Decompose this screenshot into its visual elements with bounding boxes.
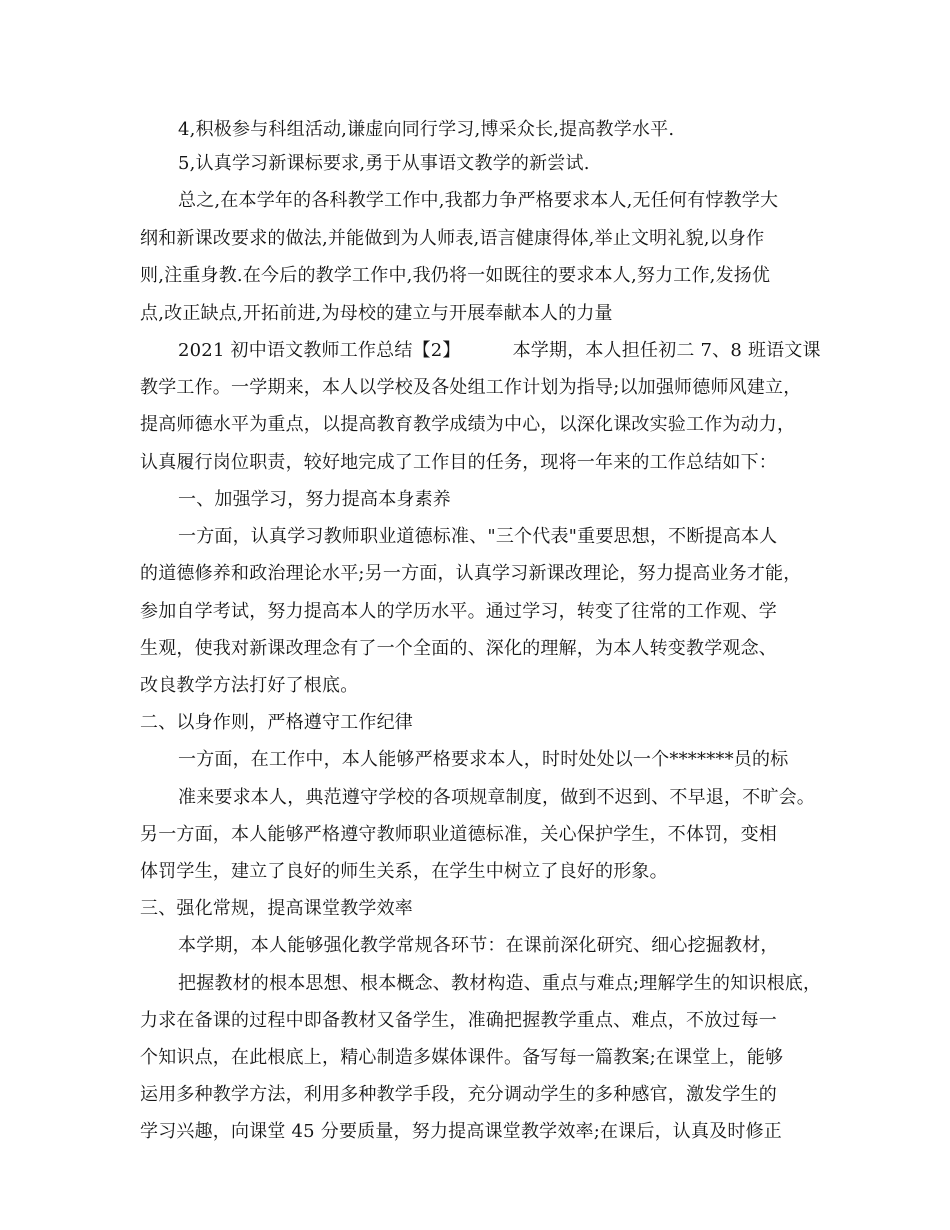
text-line-8: 教学工作。一学期来，本人以学校及各处组工作计划为指导;以加强师德师风建立， bbox=[140, 377, 802, 398]
text-line-25: 力求在备课的过程中即备教材又备学生，准确把握教学重点、难点，不放过每一 bbox=[140, 1010, 777, 1031]
text-line-20: 另一方面，本人能够严格遵守教师职业道德标准，关心保护学生，不体罚，变相 bbox=[140, 824, 777, 845]
section-title-2: 2021 初中语文教师工作总结【2】 bbox=[178, 340, 461, 361]
text-line-4: 纲和新课改要求的做法,并能做到为人师表,语言健康得体,举止文明礼貌,以身作 bbox=[140, 228, 765, 249]
text-line-10: 认真履行岗位职责，较好地完成了工作目的任务，现将一年来的工作总结如下： bbox=[140, 452, 777, 473]
section-heading-line bbox=[0, 339, 950, 363]
text-line-3: 总之,在本学年的各科教学工作中,我都力争严格要求本人,无任何有悖教学大 bbox=[178, 190, 779, 211]
text-line-5: 则,注重身教.在今后的教学工作中,我仍将一如既往的要求本人,努力工作,发扬优 bbox=[140, 265, 771, 286]
text-line-14: 参加自学考试，努力提高本人的学历水平。通过学习，转变了往常的工作观、学 bbox=[140, 601, 777, 622]
section-intro-text: 本学期，本人担任初二 7、8 班语文课 bbox=[512, 340, 821, 361]
text-line-24: 把握教材的根本思想、根本概念、教材构造、重点与难点;理解学生的知识根底， bbox=[178, 973, 822, 994]
text-line-15: 生观，使我对新课改理念有了一个全面的、深化的理解，为本人转变教学观念、 bbox=[140, 638, 777, 659]
text-line-16: 改良教学方法打好了根底。 bbox=[140, 675, 359, 696]
text-line-27: 运用多种教学方法，利用多种教学手段，充分调动学生的多种感官，激发学生的 bbox=[140, 1084, 777, 1105]
subheading-2: 二、以身作则，严格遵守工作纪律 bbox=[140, 712, 413, 733]
text-line-23: 本学期，本人能够强化教学常规各环节：在课前深化研究、细心挖掘教材， bbox=[178, 935, 779, 956]
subheading-1: 一、加强学习，努力提高本身素养 bbox=[178, 489, 451, 510]
text-line-6: 点,改正缺点,开拓前进,为母校的建立与开展奉献本人的力量 bbox=[140, 303, 613, 324]
text-line-19: 准来要求本人，典范遵守学校的各项规章制度，做到不迟到、不早退，不旷会。 bbox=[178, 787, 815, 808]
subheading-3: 三、强化常规，提高课堂教学效率 bbox=[140, 898, 413, 919]
text-line-28: 学习兴趣，向课堂 45 分要质量，努力提高课堂教学效率;在课后，认真及时修正 bbox=[140, 1121, 783, 1142]
text-line-26: 个知识点，在此根底上，精心制造多媒体课件。备写每一篇教案;在课堂上，能够 bbox=[140, 1047, 784, 1068]
text-line-1: 4,积极参与科组活动,谦虚向同行学习,博采众长,提高教学水平. bbox=[178, 119, 675, 140]
text-line-12: 一方面，认真学习教师职业道德标准、"三个代表"重要思想，不断提高本人 bbox=[178, 526, 778, 547]
text-line-9: 提高师德水平为重点，以提高教育教学成绩为中心，以深化课改实验工作为动力， bbox=[140, 414, 796, 435]
text-line-2: 5,认真学习新课标要求,勇于从事语文教学的新尝试. bbox=[178, 153, 590, 174]
text-line-21: 体罚学生，建立了良好的师生关系，在学生中树立了良好的形象。 bbox=[140, 861, 668, 882]
text-line-13: 的道德修养和政治理论水平;另一方面，认真学习新课改理论，努力提高业务才能， bbox=[140, 563, 802, 584]
text-line-18: 一方面，在工作中，本人能够严格要求本人，时时处处以一个*******员的标 bbox=[178, 749, 789, 770]
